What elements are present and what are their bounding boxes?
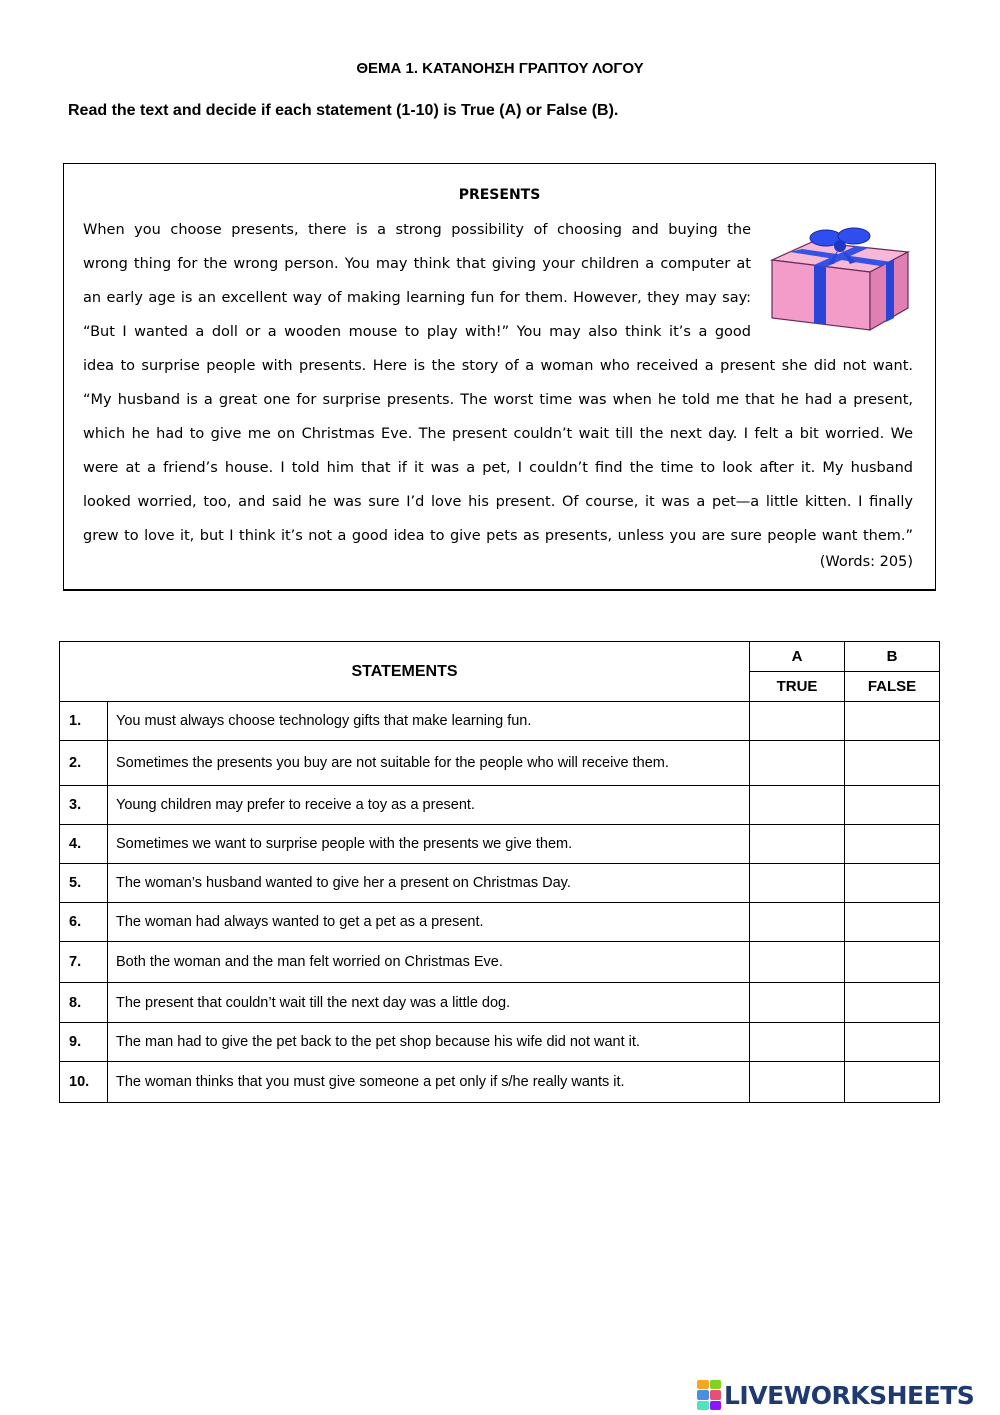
page-heading: ΘΕΜΑ 1. ΚΑΤΑΝΟΗΣΗ ΓΡΑΠΤΟΥ ΛΟΓΟΥ xyxy=(356,60,644,77)
statement-number: 10. xyxy=(60,1062,108,1103)
answer-false-cell[interactable] xyxy=(845,786,940,825)
statements-table xyxy=(59,641,940,1103)
answer-false-cell[interactable] xyxy=(845,942,940,983)
reading-title: PRESENTS xyxy=(458,187,541,203)
instruction-text: Read the text and decide if each statement (1-10) is True (A) or False (B). xyxy=(68,102,619,119)
answer-false-cell[interactable] xyxy=(845,903,940,942)
statement-number: 9. xyxy=(60,1023,108,1062)
answer-true-cell[interactable] xyxy=(750,864,845,903)
answer-true-cell[interactable] xyxy=(750,1023,845,1062)
column-b-letter: B xyxy=(845,642,940,672)
text-line: an early age is an excellent way of making learning fun for them. However, they may say: xyxy=(83,290,751,306)
answer-true-cell[interactable] xyxy=(750,1062,845,1103)
table-row xyxy=(60,1023,940,1062)
reading-paragraph xyxy=(83,213,913,553)
statement-number: 7. xyxy=(60,942,108,983)
statement-number: 1. xyxy=(60,702,108,741)
statement-number: 4. xyxy=(60,825,108,864)
text-line: wrong thing for the wrong person. You may think that giving your children a computer at xyxy=(83,256,751,272)
text-line: which he had to give me on Christmas Eve. The present couldn’t wait till the next day. I felt a bit worried. We xyxy=(83,426,913,442)
statement-number: 3. xyxy=(60,786,108,825)
text-line: idea to surprise people with presents. Here is the story of a woman who received a present she did not want. xyxy=(83,358,913,374)
answer-false-cell[interactable] xyxy=(845,1023,940,1062)
statement-text: The woman had always wanted to get a pet as a present. xyxy=(108,903,750,942)
answer-false-cell[interactable] xyxy=(845,864,940,903)
answer-false-cell[interactable] xyxy=(845,702,940,741)
text-line: grew to love it, but I think it’s not a good idea to give pets as presents, unless you are sure people want them.” xyxy=(83,528,913,544)
table-row xyxy=(60,903,940,942)
column-true-label: TRUE xyxy=(750,672,845,702)
statement-text: You must always choose technology gifts that make learning fun. xyxy=(108,702,750,741)
statement-text: Young children may prefer to receive a toy as a present. xyxy=(108,786,750,825)
statement-text: The woman thinks that you must give someone a pet only if s/he really wants it. xyxy=(108,1062,750,1103)
reading-text-box xyxy=(63,163,936,591)
statement-text: The present that couldn’t wait till the next day was a little dog. xyxy=(108,983,750,1023)
column-false-label: FALSE xyxy=(845,672,940,702)
statement-text: Both the woman and the man felt worried on Christmas Eve. xyxy=(108,942,750,983)
answer-false-cell[interactable] xyxy=(845,1062,940,1103)
logo-text: LIVEWORKSHEETS xyxy=(724,1380,975,1410)
statement-text: The woman’s husband wanted to give her a present on Christmas Day. xyxy=(108,864,750,903)
statement-text: The man had to give the pet back to the pet shop because his wife did not want it. xyxy=(108,1023,750,1062)
table-row xyxy=(60,1062,940,1103)
answer-true-cell[interactable] xyxy=(750,702,845,741)
statement-text: Sometimes the presents you buy are not suitable for the people who will receive them. xyxy=(108,741,750,786)
table-row xyxy=(60,702,940,741)
answer-true-cell[interactable] xyxy=(750,786,845,825)
answer-true-cell[interactable] xyxy=(750,825,845,864)
answer-false-cell[interactable] xyxy=(845,825,940,864)
text-line: When you choose presents, there is a strong possibility of choosing and buying the xyxy=(83,222,751,238)
statement-number: 2. xyxy=(60,741,108,786)
word-count: (Words: 205) xyxy=(819,554,913,570)
statements-header: STATEMENTS xyxy=(60,642,750,702)
table-row xyxy=(60,741,940,786)
statement-number: 5. xyxy=(60,864,108,903)
answer-true-cell[interactable] xyxy=(750,903,845,942)
text-line: looked worried, too, and said he was sure I’d love his present. Of course, it was a pet—a little kitten. I finally xyxy=(83,494,913,510)
text-line: were at a friend’s house. I told him that if it was a pet, I couldn’t find the time to look after it. My husband xyxy=(83,460,913,476)
text-line: “My husband is a great one for surprise presents. The worst time was when he told me that he had a present, xyxy=(83,392,913,408)
answer-false-cell[interactable] xyxy=(845,983,940,1023)
text-line: “But I wanted a doll or a wooden mouse to play with!” You may also think it’s a good xyxy=(83,324,751,340)
column-a-letter: A xyxy=(750,642,845,672)
liveworksheets-logo xyxy=(697,1375,974,1415)
table-row xyxy=(60,942,940,983)
statement-text: Sometimes we want to surprise people with the presents we give them. xyxy=(108,825,750,864)
answer-true-cell[interactable] xyxy=(750,942,845,983)
liveworksheets-logo-icon xyxy=(697,1380,721,1410)
table-row xyxy=(60,983,940,1023)
table-row xyxy=(60,786,940,825)
answer-true-cell[interactable] xyxy=(750,741,845,786)
table-row xyxy=(60,864,940,903)
statement-number: 6. xyxy=(60,903,108,942)
answer-false-cell[interactable] xyxy=(845,741,940,786)
answer-true-cell[interactable] xyxy=(750,983,845,1023)
table-row xyxy=(60,825,940,864)
statement-number: 8. xyxy=(60,983,108,1023)
